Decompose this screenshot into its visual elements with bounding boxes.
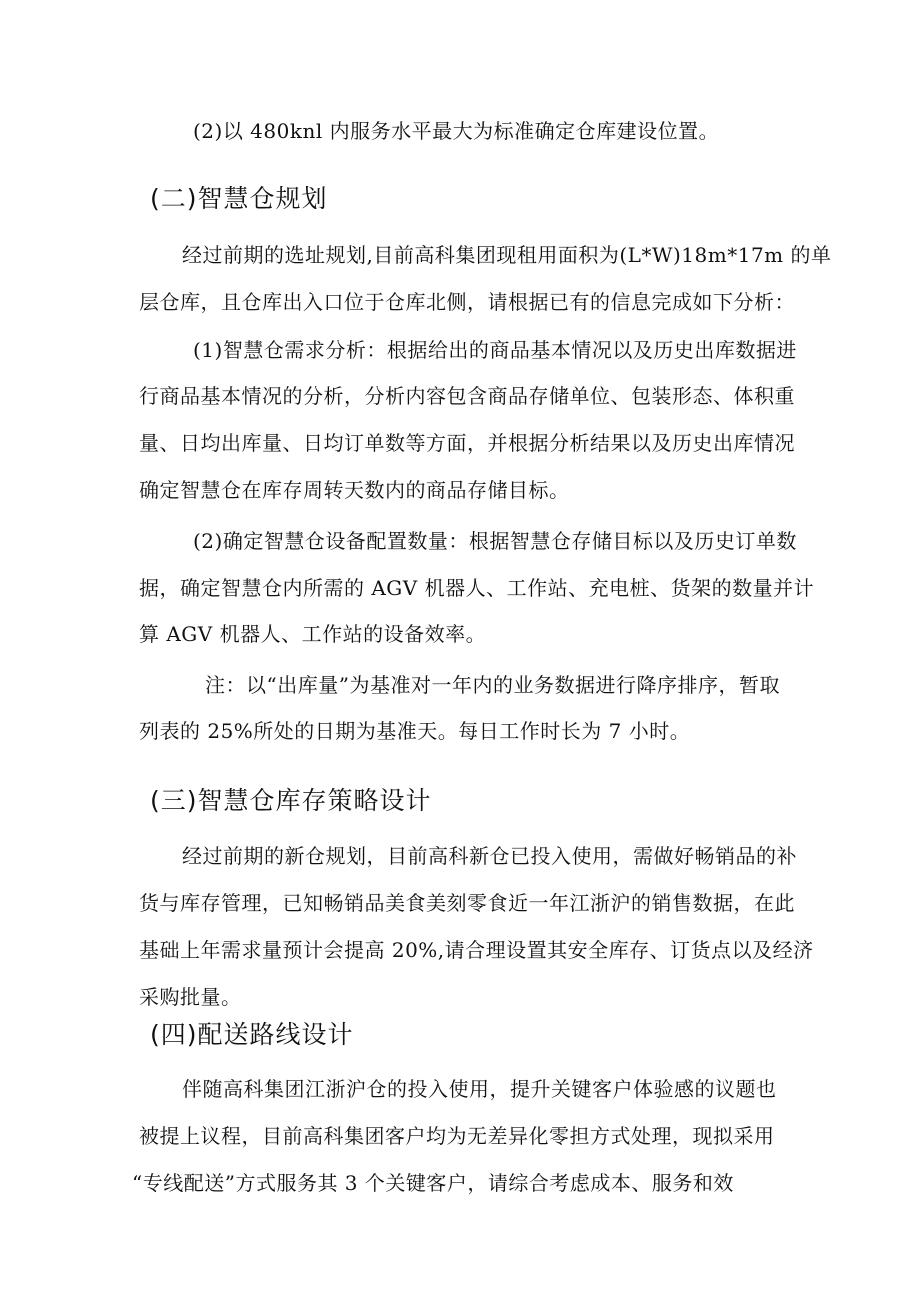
section4-paragraph-line: 被提上议程，目前高科集团客户均为无差异化零担方式处理，现拟采用 bbox=[139, 1124, 775, 1148]
intro-item: (2)以 480knl 内服务水平最大为标准确定仓库建设位置。 bbox=[193, 119, 720, 143]
section3-paragraph-line: 经过前期的新仓规划，目前高科新仓已投入使用，需做好畅销品的补 bbox=[182, 844, 797, 868]
section2-note-line: 注：以“出库量”为基准对一年内的业务数据进行降序排序，暂取 bbox=[205, 673, 780, 697]
section2-item1-line: (1)智慧仓需求分析：根据给出的商品基本情况以及历史出库数据进 bbox=[193, 338, 797, 362]
section2-paragraph-line: 层仓库，且仓库出入口位于仓库北侧，请根据已有的信息完成如下分析： bbox=[139, 290, 795, 314]
section4-paragraph-line: 伴随高科集团江浙沪仓的投入使用，提升关键客户体验感的议题也 bbox=[182, 1077, 777, 1101]
section2-note-line: 列表的 25%所处的日期为基准天。每日工作时长为 7 小时。 bbox=[139, 719, 691, 743]
section2-item2-line: (2)确定智慧仓设备配置数量：根据智慧仓存储目标以及历史订单数 bbox=[193, 529, 797, 553]
section3-paragraph-line: 采购批量。 bbox=[139, 985, 242, 1009]
section2-item2-line: 据，确定智慧仓内所需的 AGV 机器人、工作站、充电桩、货架的数量并计 bbox=[139, 576, 815, 600]
section2-item1-line: 确定智慧仓在库存周转天数内的商品存储目标。 bbox=[139, 478, 570, 502]
section3-paragraph-line: 货与库存管理，已知畅销品美食美刻零食近一年江浙沪的销售数据，在此 bbox=[139, 891, 795, 915]
section2-item1-line: 量、日均出库量、日均订单数等方面，并根据分析结果以及历史出库情况 bbox=[139, 431, 795, 455]
section2-item2-line: 算 AGV 机器人、工作站的设备效率。 bbox=[139, 622, 487, 646]
section-heading-smart-warehouse-planning: (二)智慧仓规划 bbox=[150, 184, 328, 213]
section3-paragraph-line: 基础上年需求量预计会提高 20%,请合理设置其安全库存、订货点以及经济 bbox=[139, 938, 814, 962]
section-heading-inventory-strategy: (三)智慧仓库存策略设计 bbox=[150, 786, 432, 815]
section2-item1-line: 行商品基本情况的分析，分析内容包含商品存储单位、包装形态、体积重 bbox=[139, 384, 795, 408]
section4-paragraph-line: “专线配送”方式服务其 3 个关键客户，请综合考虑成本、服务和效 bbox=[132, 1171, 734, 1195]
section-heading-delivery-route-design: (四)配送路线设计 bbox=[150, 1020, 354, 1049]
section2-paragraph-line: 经过前期的选址规划,目前高科集团现租用面积为(L*W)18m*17m 的单 bbox=[182, 243, 832, 267]
